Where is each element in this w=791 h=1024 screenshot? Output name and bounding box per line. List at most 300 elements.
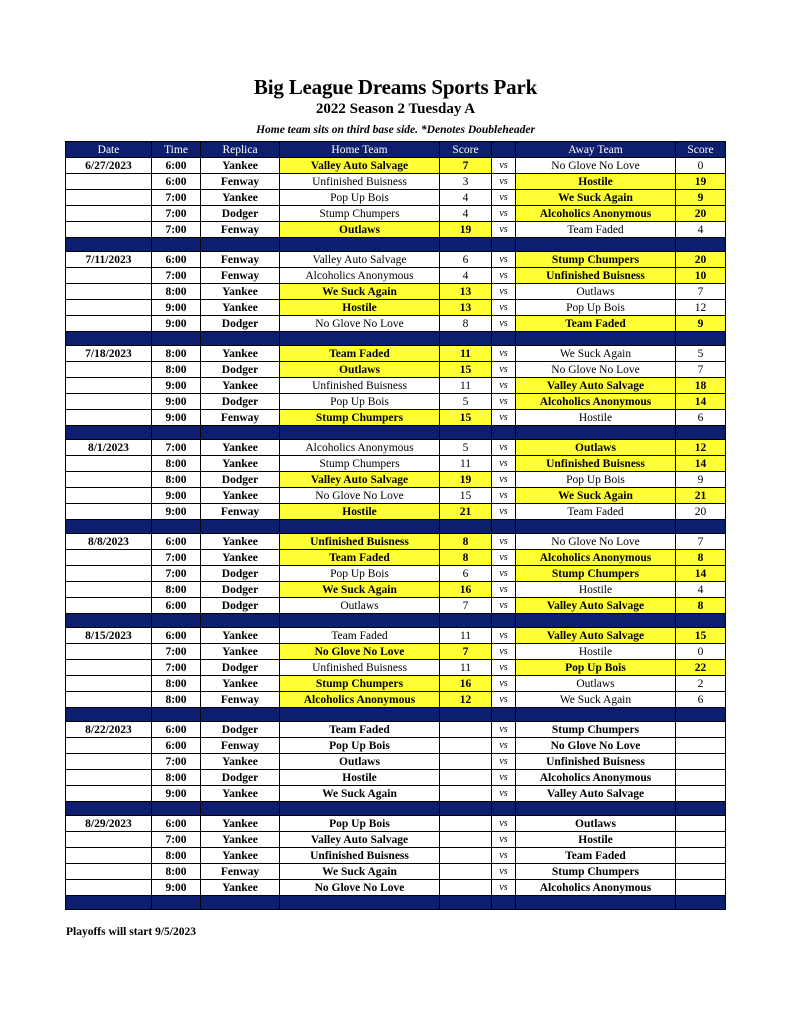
replica-cell: Yankee xyxy=(201,378,280,394)
home-team-cell: We Suck Again xyxy=(280,786,440,802)
away-score-cell: 12 xyxy=(676,440,726,456)
separator-cell xyxy=(66,802,152,816)
home-team-cell: Team Faded xyxy=(280,628,440,644)
replica-cell: Yankee xyxy=(201,440,280,456)
date-cell xyxy=(66,394,152,410)
game-row xyxy=(66,206,726,222)
separator-cell xyxy=(516,802,676,816)
separator-cell xyxy=(201,802,280,816)
page-title: Big League Dreams Sports Park xyxy=(253,75,538,99)
separator-cell xyxy=(201,614,280,628)
col-header-away-team: Away Team xyxy=(516,142,676,158)
home-score-cell: 8 xyxy=(440,550,492,566)
separator-cell xyxy=(516,896,676,910)
vs-cell: vs xyxy=(492,566,516,582)
home-team-cell: Team Faded xyxy=(280,722,440,738)
time-cell: 7:00 xyxy=(152,660,201,676)
separator-cell xyxy=(201,896,280,910)
game-row xyxy=(66,300,726,316)
game-row xyxy=(66,880,726,896)
game-row xyxy=(66,644,726,660)
separator-cell xyxy=(440,708,492,722)
time-cell: 9:00 xyxy=(152,394,201,410)
game-row xyxy=(66,770,726,786)
home-score-cell: 15 xyxy=(440,410,492,426)
time-cell: 9:00 xyxy=(152,300,201,316)
date-cell xyxy=(66,848,152,864)
away-score-cell: 9 xyxy=(676,472,726,488)
away-team-cell: Unfinished Buisness xyxy=(516,754,676,770)
vs-cell: vs xyxy=(492,190,516,206)
time-cell: 7:00 xyxy=(152,190,201,206)
away-score-cell xyxy=(676,864,726,880)
date-cell xyxy=(66,488,152,504)
col-header-replica: Replica xyxy=(201,142,280,158)
away-team-cell: Team Faded xyxy=(516,222,676,238)
date-cell xyxy=(66,504,152,520)
date-cell: 8/29/2023 xyxy=(66,816,152,832)
home-score-cell: 21 xyxy=(440,504,492,520)
away-team-cell: Alcoholics Anonymous xyxy=(516,394,676,410)
date-cell xyxy=(66,738,152,754)
separator-cell xyxy=(201,520,280,534)
separator-cell xyxy=(676,802,726,816)
separator-cell xyxy=(516,614,676,628)
home-team-cell: Valley Auto Salvage xyxy=(280,158,440,174)
away-score-cell: 22 xyxy=(676,660,726,676)
away-team-cell: We Suck Again xyxy=(516,692,676,708)
separator-cell xyxy=(676,520,726,534)
separator-cell xyxy=(440,332,492,346)
separator-cell xyxy=(280,332,440,346)
time-cell: 8:00 xyxy=(152,456,201,472)
date-cell xyxy=(66,174,152,190)
separator-cell xyxy=(152,332,201,346)
replica-cell: Dodger xyxy=(201,472,280,488)
vs-cell: vs xyxy=(492,848,516,864)
game-row xyxy=(66,628,726,644)
schedule-body xyxy=(66,158,726,910)
replica-cell: Yankee xyxy=(201,284,280,300)
home-score-cell xyxy=(440,722,492,738)
home-score-cell xyxy=(440,786,492,802)
separator-cell xyxy=(676,332,726,346)
replica-cell: Fenway xyxy=(201,864,280,880)
away-score-cell: 14 xyxy=(676,456,726,472)
schedule-note: Home team sits on third base side. *Denotes Doubleheader xyxy=(256,124,535,136)
separator-cell xyxy=(492,708,516,722)
home-score-cell: 16 xyxy=(440,582,492,598)
vs-cell: vs xyxy=(492,738,516,754)
game-row xyxy=(66,864,726,880)
vs-cell: vs xyxy=(492,692,516,708)
separator-cell xyxy=(152,896,201,910)
home-team-cell: Unfinished Buisness xyxy=(280,534,440,550)
time-cell: 6:00 xyxy=(152,816,201,832)
home-score-cell: 4 xyxy=(440,268,492,284)
vs-cell: vs xyxy=(492,300,516,316)
time-cell: 8:00 xyxy=(152,362,201,378)
away-score-cell xyxy=(676,786,726,802)
replica-cell: Yankee xyxy=(201,644,280,660)
date-cell xyxy=(66,284,152,300)
separator-cell xyxy=(492,426,516,440)
separator-cell xyxy=(516,238,676,252)
game-row xyxy=(66,550,726,566)
game-row xyxy=(66,786,726,802)
separator-cell xyxy=(280,238,440,252)
replica-cell: Yankee xyxy=(201,346,280,362)
away-score-cell xyxy=(676,848,726,864)
date-cell xyxy=(66,222,152,238)
away-score-cell xyxy=(676,754,726,770)
away-team-cell: Valley Auto Salvage xyxy=(516,378,676,394)
away-score-cell: 20 xyxy=(676,206,726,222)
vs-cell: vs xyxy=(492,582,516,598)
date-cell: 8/1/2023 xyxy=(66,440,152,456)
away-score-cell: 4 xyxy=(676,582,726,598)
separator-cell xyxy=(66,708,152,722)
away-score-cell: 20 xyxy=(676,504,726,520)
game-row xyxy=(66,816,726,832)
away-team-cell: Outlaws xyxy=(516,284,676,300)
home-team-cell: Outlaws xyxy=(280,362,440,378)
separator-cell xyxy=(440,802,492,816)
game-row xyxy=(66,504,726,520)
schedule-table xyxy=(65,141,726,910)
replica-cell: Yankee xyxy=(201,816,280,832)
away-team-cell: Alcoholics Anonymous xyxy=(516,550,676,566)
home-team-cell: We Suck Again xyxy=(280,864,440,880)
date-cell xyxy=(66,316,152,332)
separator-cell xyxy=(66,520,152,534)
replica-cell: Yankee xyxy=(201,754,280,770)
week-separator xyxy=(66,896,726,910)
away-team-cell: Pop Up Bois xyxy=(516,300,676,316)
date-cell xyxy=(66,362,152,378)
date-cell: 7/11/2023 xyxy=(66,252,152,268)
game-row xyxy=(66,676,726,692)
home-team-cell: Stump Chumpers xyxy=(280,206,440,222)
home-team-cell: Hostile xyxy=(280,770,440,786)
date-cell xyxy=(66,268,152,284)
home-score-cell: 11 xyxy=(440,628,492,644)
time-cell: 7:00 xyxy=(152,832,201,848)
home-team-cell: Valley Auto Salvage xyxy=(280,252,440,268)
vs-cell: vs xyxy=(492,504,516,520)
separator-cell xyxy=(492,520,516,534)
separator-cell xyxy=(66,614,152,628)
time-cell: 9:00 xyxy=(152,880,201,896)
col-header-home-team: Home Team xyxy=(280,142,440,158)
time-cell: 7:00 xyxy=(152,550,201,566)
home-score-cell xyxy=(440,816,492,832)
vs-cell: vs xyxy=(492,628,516,644)
home-score-cell xyxy=(440,770,492,786)
date-cell: 8/22/2023 xyxy=(66,722,152,738)
replica-cell: Yankee xyxy=(201,456,280,472)
time-cell: 8:00 xyxy=(152,284,201,300)
away-score-cell: 4 xyxy=(676,222,726,238)
game-row xyxy=(66,222,726,238)
vs-cell: vs xyxy=(492,754,516,770)
home-team-cell: Pop Up Bois xyxy=(280,738,440,754)
away-score-cell: 5 xyxy=(676,346,726,362)
home-score-cell xyxy=(440,848,492,864)
home-team-cell: We Suck Again xyxy=(280,582,440,598)
game-row xyxy=(66,598,726,614)
game-row xyxy=(66,158,726,174)
away-score-cell: 12 xyxy=(676,300,726,316)
away-team-cell: No Glove No Love xyxy=(516,534,676,550)
home-team-cell: Alcoholics Anonymous xyxy=(280,440,440,456)
game-row xyxy=(66,738,726,754)
separator-cell xyxy=(66,238,152,252)
vs-cell: vs xyxy=(492,456,516,472)
home-score-cell: 15 xyxy=(440,362,492,378)
replica-cell: Yankee xyxy=(201,880,280,896)
date-cell xyxy=(66,378,152,394)
replica-cell: Dodger xyxy=(201,770,280,786)
away-score-cell: 7 xyxy=(676,534,726,550)
time-cell: 7:00 xyxy=(152,566,201,582)
home-team-cell: We Suck Again xyxy=(280,284,440,300)
away-team-cell: Alcoholics Anonymous xyxy=(516,880,676,896)
vs-cell: vs xyxy=(492,550,516,566)
away-team-cell: Stump Chumpers xyxy=(516,252,676,268)
vs-cell: vs xyxy=(492,268,516,284)
home-score-cell: 8 xyxy=(440,534,492,550)
replica-cell: Fenway xyxy=(201,410,280,426)
home-team-cell: No Glove No Love xyxy=(280,316,440,332)
replica-cell: Yankee xyxy=(201,190,280,206)
replica-cell: Yankee xyxy=(201,848,280,864)
replica-cell: Dodger xyxy=(201,660,280,676)
away-score-cell: 0 xyxy=(676,644,726,660)
game-row xyxy=(66,472,726,488)
season-subtitle: 2022 Season 2 Tuesday A xyxy=(315,101,476,117)
date-cell: 7/18/2023 xyxy=(66,346,152,362)
away-score-cell xyxy=(676,722,726,738)
week-separator xyxy=(66,520,726,534)
home-team-cell: Unfinished Buisness xyxy=(280,848,440,864)
home-score-cell xyxy=(440,864,492,880)
game-row xyxy=(66,378,726,394)
away-score-cell: 7 xyxy=(676,284,726,300)
separator-cell xyxy=(66,426,152,440)
away-team-cell: Stump Chumpers xyxy=(516,864,676,880)
home-score-cell: 5 xyxy=(440,394,492,410)
separator-cell xyxy=(516,520,676,534)
home-score-cell: 16 xyxy=(440,676,492,692)
time-cell: 8:00 xyxy=(152,770,201,786)
replica-cell: Dodger xyxy=(201,566,280,582)
vs-cell: vs xyxy=(492,644,516,660)
separator-cell xyxy=(440,896,492,910)
away-team-cell: Hostile xyxy=(516,410,676,426)
away-score-cell: 14 xyxy=(676,394,726,410)
time-cell: 6:00 xyxy=(152,252,201,268)
home-team-cell: Outlaws xyxy=(280,222,440,238)
home-score-cell xyxy=(440,832,492,848)
time-cell: 8:00 xyxy=(152,864,201,880)
time-cell: 7:00 xyxy=(152,754,201,770)
date-cell xyxy=(66,880,152,896)
away-team-cell: Hostile xyxy=(516,644,676,660)
game-row xyxy=(66,440,726,456)
week-separator xyxy=(66,708,726,722)
time-cell: 8:00 xyxy=(152,676,201,692)
separator-cell xyxy=(676,708,726,722)
vs-cell: vs xyxy=(492,816,516,832)
replica-cell: Yankee xyxy=(201,550,280,566)
home-team-cell: Pop Up Bois xyxy=(280,190,440,206)
separator-cell xyxy=(440,614,492,628)
col-header-time: Time xyxy=(152,142,201,158)
time-cell: 8:00 xyxy=(152,346,201,362)
home-score-cell: 6 xyxy=(440,566,492,582)
time-cell: 6:00 xyxy=(152,598,201,614)
time-cell: 7:00 xyxy=(152,268,201,284)
home-score-cell xyxy=(440,880,492,896)
date-cell xyxy=(66,206,152,222)
separator-cell xyxy=(66,332,152,346)
game-row xyxy=(66,692,726,708)
game-row xyxy=(66,174,726,190)
home-team-cell: No Glove No Love xyxy=(280,880,440,896)
separator-cell xyxy=(516,708,676,722)
time-cell: 8:00 xyxy=(152,472,201,488)
home-score-cell: 11 xyxy=(440,346,492,362)
home-team-cell: Pop Up Bois xyxy=(280,394,440,410)
game-row xyxy=(66,534,726,550)
replica-cell: Dodger xyxy=(201,362,280,378)
vs-cell: vs xyxy=(492,472,516,488)
replica-cell: Yankee xyxy=(201,158,280,174)
game-row xyxy=(66,488,726,504)
away-score-cell xyxy=(676,738,726,754)
separator-cell xyxy=(280,802,440,816)
game-row xyxy=(66,754,726,770)
home-team-cell: No Glove No Love xyxy=(280,644,440,660)
separator-cell xyxy=(152,520,201,534)
separator-cell xyxy=(440,238,492,252)
home-score-cell: 7 xyxy=(440,158,492,174)
replica-cell: Fenway xyxy=(201,252,280,268)
home-team-cell: Stump Chumpers xyxy=(280,676,440,692)
replica-cell: Yankee xyxy=(201,832,280,848)
home-score-cell: 19 xyxy=(440,472,492,488)
vs-cell: vs xyxy=(492,362,516,378)
vs-cell: vs xyxy=(492,488,516,504)
away-team-cell: Hostile xyxy=(516,832,676,848)
away-team-cell: Unfinished Buisness xyxy=(516,268,676,284)
vs-cell: vs xyxy=(492,660,516,676)
home-score-cell: 6 xyxy=(440,252,492,268)
home-score-cell xyxy=(440,738,492,754)
date-cell xyxy=(66,770,152,786)
separator-cell xyxy=(492,802,516,816)
game-row xyxy=(66,582,726,598)
home-team-cell: Team Faded xyxy=(280,346,440,362)
home-team-cell: Hostile xyxy=(280,300,440,316)
date-cell xyxy=(66,660,152,676)
home-team-cell: Outlaws xyxy=(280,598,440,614)
time-cell: 6:00 xyxy=(152,628,201,644)
separator-cell xyxy=(676,238,726,252)
away-score-cell: 18 xyxy=(676,378,726,394)
time-cell: 8:00 xyxy=(152,692,201,708)
vs-cell: vs xyxy=(492,410,516,426)
time-cell: 6:00 xyxy=(152,174,201,190)
away-score-cell: 20 xyxy=(676,252,726,268)
vs-cell: vs xyxy=(492,598,516,614)
replica-cell: Fenway xyxy=(201,268,280,284)
replica-cell: Yankee xyxy=(201,628,280,644)
replica-cell: Yankee xyxy=(201,488,280,504)
vs-cell: vs xyxy=(492,394,516,410)
playoffs-note: Playoffs will start 9/5/2023 xyxy=(66,926,196,938)
separator-cell xyxy=(440,426,492,440)
home-score-cell: 13 xyxy=(440,300,492,316)
away-team-cell: We Suck Again xyxy=(516,488,676,504)
vs-cell: vs xyxy=(492,378,516,394)
time-cell: 6:00 xyxy=(152,738,201,754)
away-team-cell: Team Faded xyxy=(516,848,676,864)
away-score-cell: 9 xyxy=(676,190,726,206)
replica-cell: Yankee xyxy=(201,676,280,692)
week-separator xyxy=(66,426,726,440)
away-score-cell xyxy=(676,880,726,896)
replica-cell: Fenway xyxy=(201,222,280,238)
time-cell: 9:00 xyxy=(152,504,201,520)
separator-cell xyxy=(676,896,726,910)
home-score-cell: 11 xyxy=(440,456,492,472)
game-row xyxy=(66,284,726,300)
home-score-cell: 19 xyxy=(440,222,492,238)
away-team-cell: We Suck Again xyxy=(516,190,676,206)
date-cell xyxy=(66,644,152,660)
col-header-away-score: Score xyxy=(676,142,726,158)
separator-cell xyxy=(152,238,201,252)
away-score-cell: 6 xyxy=(676,692,726,708)
game-row xyxy=(66,832,726,848)
home-team-cell: Valley Auto Salvage xyxy=(280,472,440,488)
time-cell: 9:00 xyxy=(152,316,201,332)
game-row xyxy=(66,362,726,378)
away-team-cell: Alcoholics Anonymous xyxy=(516,770,676,786)
away-team-cell: Unfinished Buisness xyxy=(516,456,676,472)
vs-cell: vs xyxy=(492,346,516,362)
away-score-cell: 6 xyxy=(676,410,726,426)
away-team-cell: No Glove No Love xyxy=(516,362,676,378)
week-separator xyxy=(66,332,726,346)
vs-cell: vs xyxy=(492,880,516,896)
home-score-cell: 12 xyxy=(440,692,492,708)
vs-cell: vs xyxy=(492,534,516,550)
separator-cell xyxy=(440,520,492,534)
date-cell: 6/27/2023 xyxy=(66,158,152,174)
home-team-cell: Stump Chumpers xyxy=(280,410,440,426)
date-cell: 8/15/2023 xyxy=(66,628,152,644)
home-score-cell xyxy=(440,754,492,770)
separator-cell xyxy=(676,426,726,440)
replica-cell: Dodger xyxy=(201,722,280,738)
separator-cell xyxy=(201,426,280,440)
separator-cell xyxy=(280,614,440,628)
away-score-cell: 9 xyxy=(676,316,726,332)
away-team-cell: Hostile xyxy=(516,174,676,190)
